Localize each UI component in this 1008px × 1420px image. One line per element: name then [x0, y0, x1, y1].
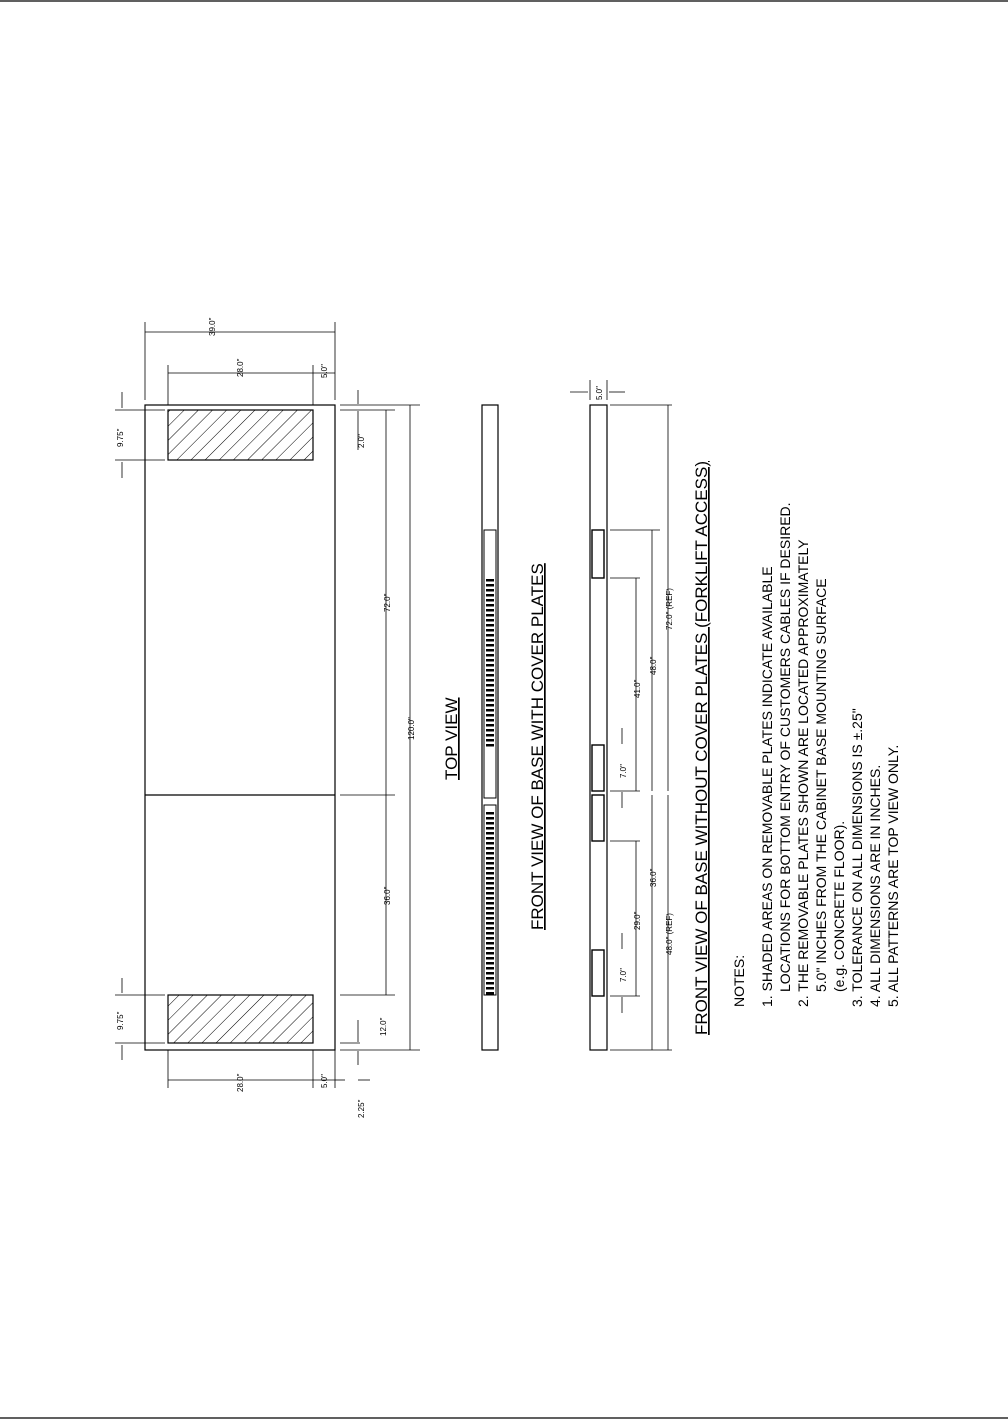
dim-41 [633, 578, 642, 791]
dim-label: 7.0" [619, 764, 628, 778]
grille-slat [486, 852, 494, 855]
dim-edge-gap-top [313, 364, 335, 378]
note-line: LOCATIONS FOR BOTTOM ENTRY OF CUSTOMERS CABLES IF DESIRED. [777, 502, 793, 992]
grille-slat [486, 922, 494, 925]
grille-slat [486, 654, 494, 657]
grille-slat [486, 649, 494, 652]
note-line: 3. TOLERANCE ON ALL DIMENSIONS IS ±.25" [849, 708, 865, 1007]
title-top-view: TOP VIEW [442, 697, 461, 780]
grille-slat [486, 624, 494, 627]
grille-slat [486, 887, 494, 890]
cable-plate-bottom-shaded [168, 995, 313, 1043]
grille-slat [486, 917, 494, 920]
grille-slat [486, 584, 494, 587]
grille-slat [486, 694, 494, 697]
grille-slat [486, 862, 494, 865]
grille-slat [486, 927, 494, 930]
grille-slat [486, 589, 494, 592]
grille-slat [486, 734, 494, 737]
grille-slat [486, 719, 494, 722]
note-line: 5.0" INCHES FROM THE CABINET BASE MOUNTING SURFACE [813, 578, 829, 992]
grille-slat [486, 987, 494, 990]
front-view-with-plates [482, 405, 547, 1050]
grille-slat [486, 912, 494, 915]
grille-slat [486, 957, 494, 960]
grille-slat [486, 644, 494, 647]
notes-heading: NOTES: [731, 954, 747, 1007]
grille-slat [486, 867, 494, 870]
note-line: 2. THE REMOVABLE PLATES SHOWN ARE LOCATED APPROXIMATELY [795, 539, 811, 1007]
dim-label: 5.0" [595, 386, 604, 400]
grille-slat [486, 822, 494, 825]
dim-label: 5.0" [320, 1074, 329, 1088]
grille-slat [486, 639, 494, 642]
grille-slat [486, 817, 494, 820]
dim-label: 48.0" [649, 656, 658, 675]
front-view-without-plates [570, 380, 711, 1050]
grille-slat [486, 992, 494, 995]
grille-slats [486, 812, 494, 995]
dim-label: 39.0" [208, 317, 217, 336]
dim-label: 36.0" [383, 886, 392, 905]
dim-plate-offset-top [357, 390, 366, 450]
grille-slat [486, 907, 494, 910]
grille-slat [486, 579, 494, 582]
dim-label: 28.0" [236, 358, 245, 377]
grille-slat [486, 604, 494, 607]
dim-span-36 [383, 795, 392, 995]
dim-label: 120.0" [407, 717, 416, 740]
grille-slat [486, 744, 494, 747]
grille-slat [486, 664, 494, 667]
grille-slat [486, 684, 494, 687]
grille-slat [486, 932, 494, 935]
grille-slat [486, 669, 494, 672]
dim-label: 9.75" [116, 1011, 125, 1030]
grille-slat [486, 699, 494, 702]
dim-opening-height-2 [619, 933, 628, 1013]
forklift-opening [592, 530, 604, 578]
grille-slat [486, 877, 494, 880]
title-front-without-plates: FRONT VIEW OF BASE WITHOUT COVER PLATES (FORKLIFT ACCESS) [692, 461, 711, 1035]
grille-slat [486, 977, 494, 980]
dim-36 [649, 795, 658, 1050]
dim-label: 72.0" (REF) [665, 588, 674, 630]
grille-slat [486, 594, 494, 597]
note-line: 5. ALL PATTERNS ARE TOP VIEW ONLY. [885, 744, 901, 1007]
grille-slat [486, 614, 494, 617]
dim-plate-width-top [168, 358, 313, 405]
grille-slat [486, 689, 494, 692]
grille-slat [486, 679, 494, 682]
dim-label: 41.0" [633, 679, 642, 698]
grille-slat [486, 619, 494, 622]
grille-slat [486, 897, 494, 900]
dim-edge-gap-bottom [313, 1050, 335, 1088]
dim-48-ref [665, 795, 674, 1050]
dim-72-ref [665, 405, 674, 791]
grille-slat [486, 674, 494, 677]
grille-slat [486, 609, 494, 612]
grille-slat [486, 724, 494, 727]
title-front-with-plates: FRONT VIEW OF BASE WITH COVER PLATES [528, 563, 547, 930]
dim-label: 7.0" [619, 968, 628, 982]
grille-slat [486, 857, 494, 860]
dim-48 [649, 530, 658, 791]
grille-slat [486, 982, 494, 985]
notes [731, 502, 901, 1007]
note-line: 1. SHADED AREAS ON REMOVABLE PLATES INDICATE AVAILABLE [759, 566, 775, 1007]
top-view-outline [145, 405, 335, 1050]
grille-slat [486, 872, 494, 875]
grille-slat [486, 599, 494, 602]
dim-label: 29.0" [633, 911, 642, 930]
dim-label: 36.0" [649, 868, 658, 887]
grille-slat [486, 937, 494, 940]
grille-slat [486, 714, 494, 717]
dim-overall-length [407, 405, 416, 1050]
dim-label: 2.25" [357, 1099, 366, 1118]
dim-label: 72.0" [383, 593, 392, 612]
grille-slat [486, 847, 494, 850]
grille-slat [486, 962, 494, 965]
dim-label: 5.0" [320, 364, 329, 378]
dim-label: 2.0" [357, 434, 366, 448]
grille-slat [486, 704, 494, 707]
grille-slat [486, 892, 494, 895]
grille-slat [486, 947, 494, 950]
forklift-opening [592, 745, 604, 791]
grille-slat [486, 729, 494, 732]
grille-slat [486, 634, 494, 637]
top-view [115, 317, 461, 1118]
dim-plate-offset-bottom [358, 1017, 388, 1065]
grille-slat [486, 837, 494, 840]
dim-label: 48.0" (REF) [665, 913, 674, 955]
dim-29 [633, 841, 642, 996]
forklift-opening [592, 950, 604, 996]
dim-plate-depth-bottom [115, 978, 165, 1060]
cable-plate-top-shaded [168, 410, 313, 460]
grille-slat [486, 659, 494, 662]
dim-label: 28.0" [236, 1073, 245, 1092]
grille-slat [486, 882, 494, 885]
dim-height [570, 380, 625, 400]
forklift-opening [592, 795, 604, 841]
dim-label: 12.0" [379, 1017, 388, 1036]
grille-slat [486, 967, 494, 970]
grille-slat [486, 832, 494, 835]
grille-slat [486, 972, 494, 975]
note-line: (e.g. CONCRETE FLOOR). [831, 820, 847, 992]
dim-opening-height-1 [619, 728, 628, 808]
grille-slat [486, 812, 494, 815]
dim-edge-offset-bottom [335, 1080, 370, 1118]
grille-slat [486, 952, 494, 955]
dim-plate-width-bottom [168, 1050, 313, 1092]
grille-slat [486, 739, 494, 742]
note-line: 4. ALL DIMENSIONS ARE IN INCHES. [867, 764, 883, 1007]
dim-span-72 [383, 410, 392, 795]
dim-label: 9.75" [116, 428, 125, 447]
grille-slat [486, 629, 494, 632]
grille-slat [486, 842, 494, 845]
grille-slat [486, 942, 494, 945]
grille-slat [486, 827, 494, 830]
grille-slat [486, 902, 494, 905]
grille-slat [486, 709, 494, 712]
